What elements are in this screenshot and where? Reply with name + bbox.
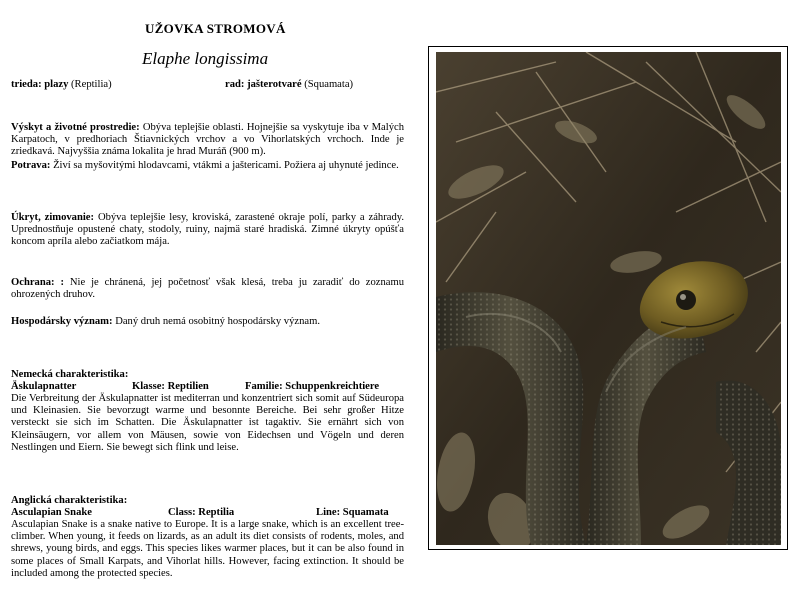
english-heading: Anglická charakteristika: bbox=[11, 495, 128, 506]
class-info bbox=[11, 79, 112, 90]
german-class: Klasse: Reptilien bbox=[132, 381, 209, 392]
english-taxonomy-row bbox=[11, 507, 404, 519]
photo-frame bbox=[428, 46, 788, 550]
order-value: (Squamata) bbox=[301, 79, 354, 90]
section-economic bbox=[11, 316, 404, 328]
snake-photo bbox=[436, 52, 781, 545]
class-value: (Reptilia) bbox=[68, 79, 112, 90]
section-text: Obýva teplejšie oblasti. Hojnejšie sa vyskytuje iba v Malých Karpatoch, v predhoriach Štiavnických vrchov a vo Vihorlatských vrchoch. Inde je zriedkavá. Najvyššia známa lokalita je hrad Muráň (900 m). bbox=[11, 122, 404, 158]
section-shelter bbox=[11, 212, 404, 249]
section-protection bbox=[11, 277, 404, 301]
german-family: Familie: Schuppenkreichtiere bbox=[245, 381, 380, 392]
english-description: Asculapian Snake is a snake native to Europe. It is a large snake, which is an excellent tree-climber. When young, it feeds on lizards, as an adult its diet consists of rodents, moles, and shrews, young birds, and eggs. This species likes warmer places, but it can be also found in some places of Small Karpats, and Vihorlat hills. However, facing extinction. It should be included among the protected species. bbox=[11, 519, 404, 579]
section-label: Hospodársky význam: bbox=[11, 316, 113, 327]
german-heading: Nemecká charakteristika: bbox=[11, 369, 129, 380]
latin-name: Elaphe longissima bbox=[142, 49, 269, 68]
section-label: Úkryt, zimovanie: bbox=[11, 212, 95, 223]
english-line: Line: Squamata bbox=[316, 507, 389, 518]
class-label: trieda: plazy bbox=[11, 79, 69, 90]
section-label: Výskyt a životné prostredie: bbox=[11, 122, 140, 133]
section-text: Živí sa myšovitými hlodavcami, vtákmi a jaštericami. Požiera aj uhynuté jedince. bbox=[50, 160, 399, 171]
section-text: Daný druh nemá osobitný hospodársky význam. bbox=[112, 316, 320, 327]
german-taxonomy-row bbox=[11, 381, 404, 393]
section-label: Ochrana: : bbox=[11, 277, 64, 288]
order-info bbox=[225, 79, 353, 90]
page-title: UŽOVKA STROMOVÁ bbox=[145, 21, 286, 36]
section-text: Obýva teplejšie lesy, kroviská, zarastené okraje polí, parky a záhrady. Uprednostňuje opustené chaty, stodoly, ruiny, najmä staré hradiská. Zimné úkryty opúšťa koncom apríla alebo začiatkom mája. bbox=[11, 212, 404, 248]
section-label: Potrava: bbox=[11, 160, 51, 171]
section-text: Nie je chránená, jej početnosť však klesá, treba ju zaradiť do zoznamu ohrozených druhov. bbox=[11, 277, 404, 301]
german-description: Die Verbreitung der Äskulapnatter ist mediterran und konzentriert sich somit auf Südeuropa und Kleinasien. Sie bevorzugt warme und besonnte Bereiche. Bei sehr großer Hitze versteckt sie sich im Schatten. Die Äskulapnatter ist tagaktiv. Sie ernährt sich von Kleinsäugern, vor allem von Mäusen, sowie von Eidechsen und Vögeln und deren Nestlingen und Eiern. Sie bewegt sich flink und leise. bbox=[11, 393, 404, 453]
section-food bbox=[11, 160, 404, 172]
section-occurrence bbox=[11, 122, 404, 159]
german-name: Äskulapnatter bbox=[11, 381, 77, 392]
order-label: rad: jašterotvaré bbox=[225, 79, 302, 90]
english-class: Class: Reptilia bbox=[168, 507, 235, 518]
english-name: Asculapian Snake bbox=[11, 507, 92, 518]
